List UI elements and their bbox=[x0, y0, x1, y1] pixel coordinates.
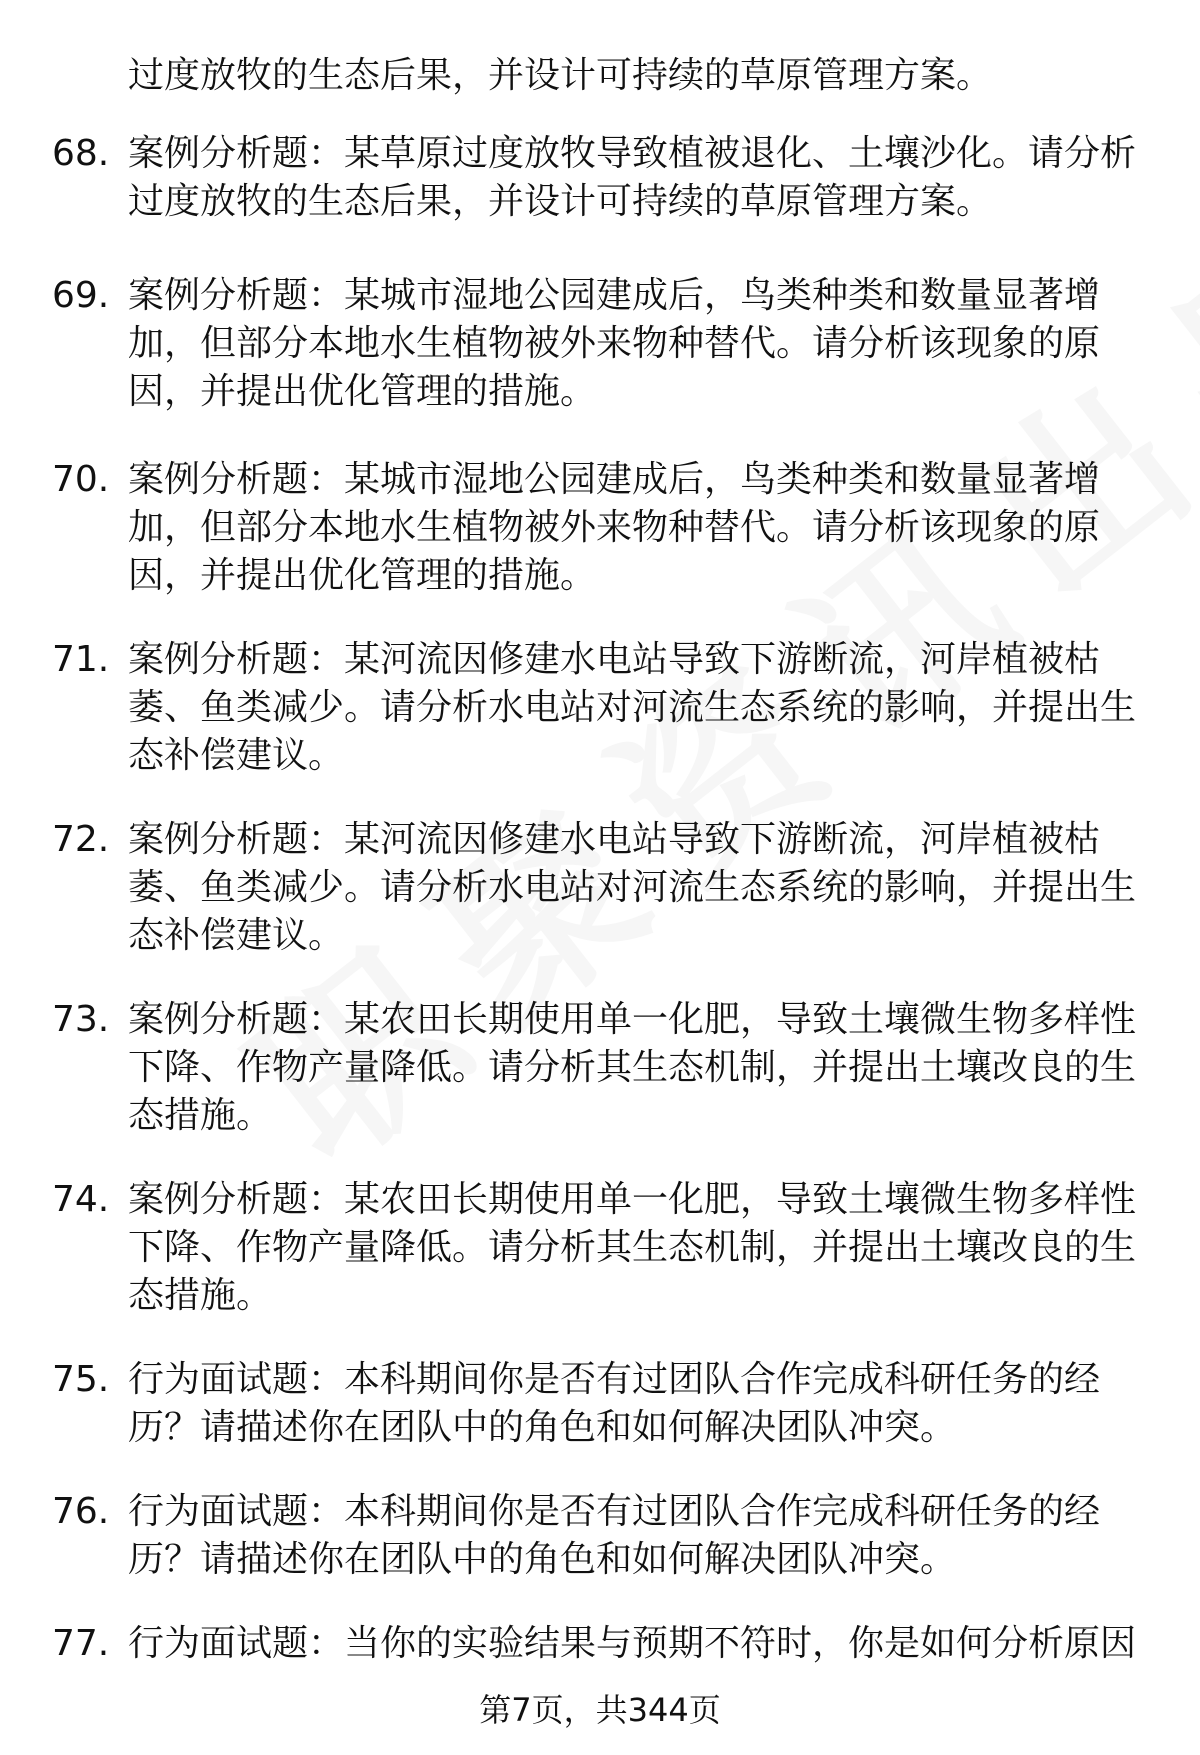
question-text: 案例分析题：某河流因修建水电站导致下游断流，河岸植被枯萎、鱼类减少。请分析水电站对河流生态系统的影响，并提出生态补偿建议。 bbox=[128, 819, 1137, 956]
question-text: 案例分析题：某农田长期使用单一化肥，导致土壤微生物多样性下降、作物产量降低。请分析其生态机制，并提出土壤改良的生态措施。 bbox=[128, 999, 1137, 1136]
question-number: 76. bbox=[52, 1491, 110, 1532]
question-number: 77. bbox=[52, 1623, 110, 1664]
question-number: 68. bbox=[52, 133, 110, 174]
question-text: 行为面试题：当你的实验结果与预期不符时，你是如何分析原因 bbox=[128, 1623, 1137, 1664]
question-number: 74. bbox=[52, 1179, 110, 1220]
question-text: 案例分析题：某河流因修建水电站导致下游断流，河岸植被枯萎、鱼类减少。请分析水电站对河流生态系统的影响，并提出生态补偿建议。 bbox=[128, 639, 1137, 776]
question-text: 案例分析题：某草原过度放牧导致植被退化、土壤沙化。请分析过度放牧的生态后果，并设计可持续的草原管理方案。 bbox=[128, 133, 1137, 222]
question-number: 73. bbox=[52, 999, 110, 1040]
page-footer: 第7页，共344页 bbox=[479, 1691, 721, 1729]
question-text: 案例分析题：某城市湿地公园建成后，鸟类种类和数量显著增加，但部分本地水生植物被外来物种替代。请分析该现象的原因，并提出优化管理的措施。 bbox=[128, 459, 1101, 596]
question-text: 行为面试题：本科期间你是否有过团队合作完成科研任务的经历？请描述你在团队中的角色和如何解决团队冲突。 bbox=[128, 1359, 1101, 1448]
question-number: 71. bbox=[52, 639, 110, 680]
question-text: 案例分析题：某城市湿地公园建成后，鸟类种类和数量显著增加，但部分本地水生植物被外来物种替代。请分析该现象的原因，并提出优化管理的措施。 bbox=[128, 275, 1101, 412]
question-number: 72. bbox=[52, 819, 110, 860]
continuation-text: 过度放牧的生态后果，并设计可持续的草原管理方案。 bbox=[128, 55, 993, 96]
question-text: 案例分析题：某农田长期使用单一化肥，导致土壤微生物多样性下降、作物产量降低。请分析其生态机制，并提出土壤改良的生态措施。 bbox=[128, 1179, 1137, 1316]
question-number: 70. bbox=[52, 459, 110, 500]
question-number: 75. bbox=[52, 1359, 110, 1400]
question-number: 69. bbox=[52, 275, 110, 316]
question-text: 行为面试题：本科期间你是否有过团队合作完成科研任务的经历？请描述你在团队中的角色和如何解决团队冲突。 bbox=[128, 1491, 1101, 1580]
